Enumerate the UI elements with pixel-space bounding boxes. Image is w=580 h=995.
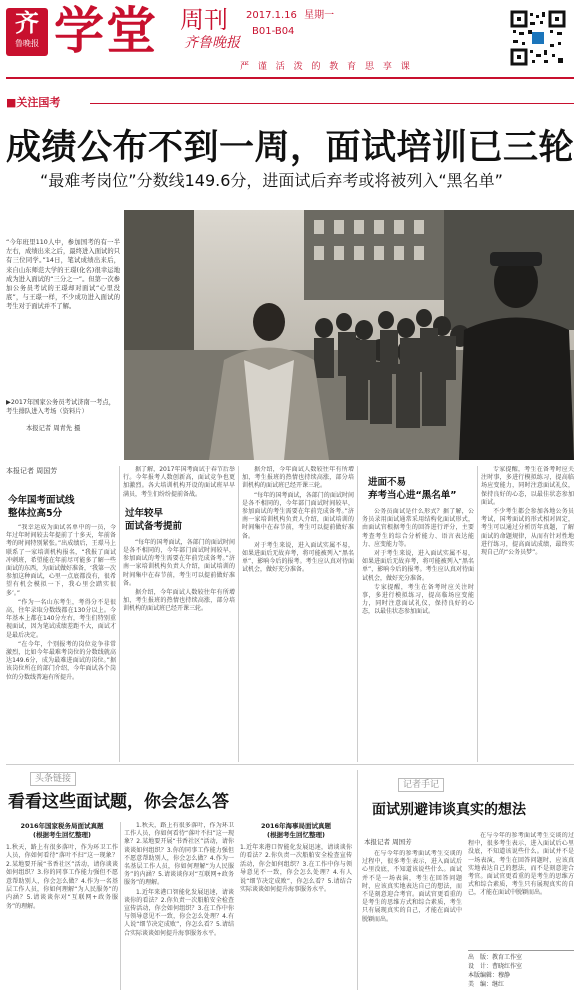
commentary-paragraph: 在与今年的参考面试考生交谈的过程中，很多考生表示，进入面试后心里没底，不知道该说些什么。面试并不是一场表演，考生在回答问题时，应该真实地表达自己的想法，而不是刻意迎合考官。面试官更看重的是考生的思维方式和综合素质，考生只有展现真实的自己，才能在面试中脱颖而出。 [362, 850, 462, 923]
article-subhead-2: 过年较早 面试备考提前 [125, 507, 183, 532]
question-box-title: 2016年海事局面试真题 (根据考生回忆整理) [260, 822, 332, 839]
link-tag: 头条链接 [30, 772, 76, 786]
question-box-2 [240, 822, 352, 990]
article-paragraph: “我幸运成为面试名单中的一员，今年过年时间较去年提前了十多天，年前备考的时间特别紧张。”出成绩后，王璟马上联系了一家培训机构报名，“我报了面试冲刺班，希望能在年前尽可能多了解一些面试的东西，为面试做好准备，‘我第一次参加这种面试，心里一点底都没有，很希望有机会模拟一下，我心里会踏实很多’。” [6, 524, 116, 597]
article-paragraph: “每年的国考面试，各部门的面试时间是各不相同的，今年部门面试时间较早，参加面试的考生需要在年前完成备考。”济南一家培训机构负责人介绍，面试培训的时间集中在春节前，考生可以提前做好准备。 [242, 491, 354, 540]
commentary-tag: 记者手记 [398, 778, 444, 792]
article-subhead-1: 今年国考面试线 整体拉高5分 [8, 495, 75, 519]
issue-weekday: 星期一 [304, 10, 335, 21]
article-paragraph: 公务员面试是什么形式？据了解，公务员录用面试通常采用结构化面试形式，由面试官根据考生的回答进行评分，主要考查考生的综合分析能力、语言表达能力、应变能力等。 [362, 508, 474, 548]
masthead-divider [6, 77, 574, 79]
article-paragraph: 不少考生都会参加各地公务员考试，国考面试的形式相对固定，考生可以通过分析历年真题，了解面试的命题规律，从而有针对性地进行练习，提高面试成绩，最终实现自己的“公务员梦”。 [481, 508, 574, 557]
question-box-text: 1.近年来港口智能化发展迅速，请谈谈你的看法？2.你负责一次船舶安全检查宣传活动，你会如何组织？3.在工作中你与领导意见不一致，你会怎么处理？4.有人说“细节决定成败”，你怎么看？5.请结合实际谈谈如何提升海事服务水平。 [240, 844, 352, 894]
masthead-paper: 齐鲁晚报 [184, 35, 240, 51]
lower-right-title: 面试别避讳谈真实的想法 [372, 802, 526, 818]
column-divider [477, 466, 478, 762]
section-label: ■关注国考 [6, 96, 61, 109]
article-paragraph: 专家提醒，考生在备考时应关注时事，多进行模拟练习，提高临场应变能力，同时注意面试礼仪，保持良好的心态，以最佳状态参加面试。 [362, 583, 474, 616]
question-box-text: 1.近年来港口智能化发展迅速，请谈谈你的看法？2.你负责一次船舶安全检查宣传活动，你会如何组织？3.在工作中你与领导意见不一致，你会怎么处理？4.有人说“细节决定成败”，你怎么看？5.请结合实际谈谈如何提升海事服务水平。 [124, 888, 234, 937]
masthead-title: 学堂 [54, 2, 158, 60]
logo-sub: 鲁晚报 [15, 39, 39, 48]
lower-left-title: 看看这些面试题，你会怎么答 [8, 792, 229, 812]
column-divider [357, 770, 358, 990]
article-paragraph: “作为一名山东考生，考得分不是很高，往年录取分数线都在130分以上。今年基本上都在140分左右，考生们特别重视面试，因为笔试成绩差距不大，面试才是最后决定。 [6, 598, 116, 639]
article-col-3 [242, 466, 354, 760]
credit-line: 美 编：继红 [468, 981, 505, 988]
masthead-date [246, 10, 334, 22]
article-paragraph: “在今年，个别报考的岗位竞争非常激烈，比如今年最难考岗位的分数线就高达149.6分，成为最难进面试的岗位。”据该岗位所在的部门介绍，今年面试各个岗位的分数线普遍有所提升。 [6, 640, 116, 681]
article-col-1 [6, 524, 116, 760]
column-divider [119, 466, 120, 762]
question-box-title: 2016年国家税务局面试真题 (根据考生回忆整理) [20, 822, 104, 839]
masthead-slogan: 严 谨 活 泼 的 教 育 思 享 课 [240, 62, 413, 72]
question-box-1 [6, 822, 118, 990]
article-paragraph: 对于考生来说，进入面试实属不易，如果进面后无故弃考，将可能被列入“黑名单”，影响今后的报考。考生应认真对待面试机会，做好充分准备。 [242, 541, 354, 574]
article-subhead-3: 进面不易 弃考当心进“黑名单” [368, 477, 457, 501]
article-paragraph: “每年的国考面试，各部门的面试时间是各不相同的，今年部门面试时间较早，参加面试的考生需要在年前完成备考。”济南一家培训机构负责人介绍，面试培训的时间集中在春节前，考生可以提前做好准备。 [123, 538, 235, 587]
credit-line: 出 版：教育工作室 [468, 954, 523, 961]
article-paragraph: 据介绍，今年面试人数较往年有所增加，考生报班的热情也持续高涨，部分培训机构的面试班已经开课三轮。 [242, 466, 354, 490]
credit-line: 设 计：曹晓红作室 [468, 963, 523, 970]
issue-date: 2017.1.16 [246, 10, 297, 21]
photo-quote: “今年班里110人中，参加国考的有一半左右，成绩出来之后，最终进入面试的只有三位同学。”14日，笔试成绩出来后，来自山东师范大学的王璟(化名)很幸运地成为进入面试的“三分之一”。但第一次参加公务员考试的王璟却对面试“心里没底”，与王璟一样，不少成功进入面试的考生对于面试并不了解。 [6, 239, 120, 311]
commentary-col-1 [362, 850, 462, 990]
article-paragraph: 据了解，2017年国考面试于春节后举行。今年报考人数创新高，面试竞争也更加激烈。各大培训机构开设的面试班早早满员，考生们纷纷提前备战。 [123, 466, 235, 498]
article-paragraph: 对于考生来说，进入面试实属不易，如果进面后无故弃考，将可能被列入“黑名单”，影响今后的报考。考生应认真对待面试机会，做好充分准备。 [362, 550, 474, 582]
lower-right-byline: 本报记者 周国芳 [364, 838, 412, 846]
masthead-pages: B01-B04 [252, 26, 295, 37]
news-photo [124, 210, 574, 460]
credits-box [468, 950, 574, 995]
article-paragraph: 专家提醒，考生在备考时应关注时事，多进行模拟练习，提高临场应变能力，同时注意面试礼仪，保持良好的心态，以最佳状态参加面试。 [481, 466, 574, 506]
headline: 成绩公布不到一周，面试培训已三轮 [6, 128, 575, 168]
article-col-2 [123, 466, 235, 760]
article-paragraph: 据介绍，今年面试人数较往年有所增加，考生报班的热情也持续高涨，部分培训机构的面试班已经开课三轮。 [123, 589, 235, 613]
photo-caption: ▶2017年国家公务员考试济南一考点，考生排队进入考场（资料片） [6, 399, 116, 415]
logo-char: 齐 [15, 8, 39, 37]
column-divider [357, 466, 358, 762]
column-divider [238, 466, 239, 762]
byline: 本报记者 周国芳 [6, 467, 58, 475]
commentary-paragraph: 在与今年的参考面试考生交谈的过程中，很多考生表示，进入面试后心里没底，不知道该说些什么。面试并不是一场表演，考生在回答问题时，应该真实地表达自己的想法，而不是刻意迎合考官。面试官更看重的是考生的思维方式和综合素质，考生只有展现真实的自己，才能在面试中脱颖而出。 [468, 832, 574, 897]
section-rule [90, 103, 574, 104]
question-box-text: 1.秋天，路上有很多落叶，作为环卫工作人员，你如何看待“落叶不扫”这一现象？2.某地要开展“书香社区”活动，请你谈谈如何组织？3.你的同事工作能力强但不愿意帮助别人，你会怎么做？4.作为一名基层工作人员，你如何理解“为人民服务”的内涵？5.请谈谈你对“互联网+政务服务”的理解。 [6, 844, 118, 910]
masthead-logo [6, 8, 48, 56]
article-col-4 [362, 508, 474, 760]
masthead-weekly: 周刊 [180, 6, 228, 34]
commentary-col-2 [468, 832, 574, 950]
qr-code [510, 10, 566, 66]
question-col-2 [124, 822, 234, 990]
credit-line: 本版编辑：穆静 [468, 972, 511, 979]
photo-credit: 本报记者 周青先 摄 [26, 425, 81, 432]
section-divider [6, 764, 574, 765]
subheadline: “最难考岗位”分数线149.6分，进面试后弃考或将被列入“黑名单” [40, 171, 503, 190]
article-col-5 [481, 466, 574, 760]
column-divider [120, 822, 121, 990]
question-box-text: 1.秋天，路上有很多落叶，作为环卫工作人员，你如何看待“落叶不扫”这一现象？2.某地要开展“书香社区”活动，请你谈谈如何组织？3.你的同事工作能力强但不愿意帮助别人，你会怎么做？4.作为一名基层工作人员，你如何理解“为人民服务”的内涵？5.请谈谈你对“互联网+政务服务”的理解。 [124, 822, 234, 887]
